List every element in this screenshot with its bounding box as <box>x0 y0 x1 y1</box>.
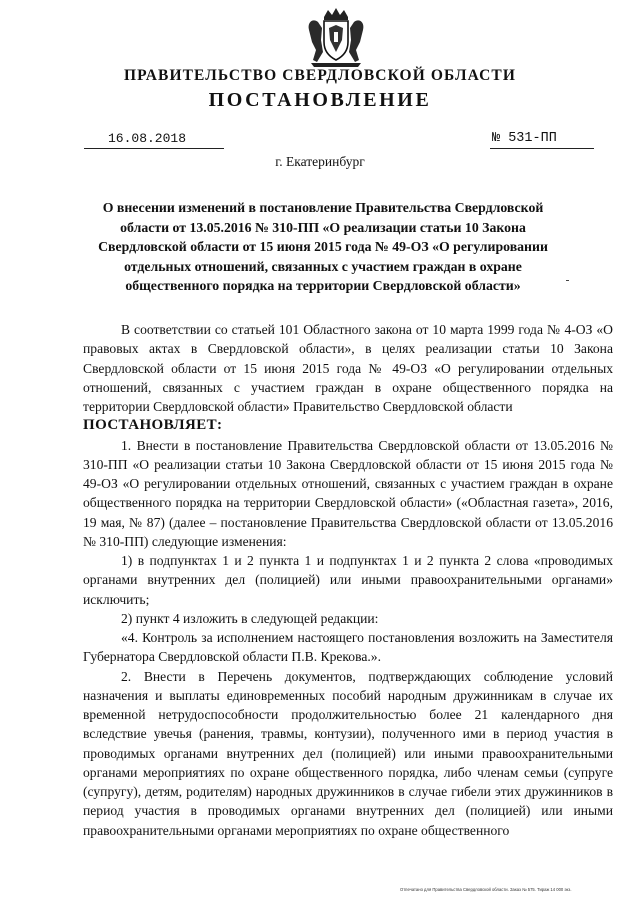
item-1-2-paragraph: 2) пункт 4 изложить в следующей редакции: <box>121 610 379 626</box>
item-1-1-paragraph: 1) в подпунктах 1 и 2 пункта 1 и подпунктах 1 и 2 пункта 2 слова «проводимых органами внутренних дел (полицией) или иными правоохранительными органами» исключить; <box>83 553 613 607</box>
government-name: ПРАВИТЕЛЬСТВО СВЕРДЛОВСКОЙ ОБЛАСТИ <box>123 67 516 84</box>
decree-heading: ПОСТАНОВЛЯЕТ: <box>83 417 223 434</box>
preamble-paragraph: В соответствии со статьей 101 Областного закона от 10 марта 1999 года № 4-ОЗ «О правовых актах в Свердловской области», в целях реализации статьи 10 Закона Свердловской области от 15 июня 2015 года № 49-ОЗ «О регулировании отдельных отношений, связанных с участием граждан в охране общественного порядка на территории Свердловской области» Правительство Свердловской области <box>83 322 613 414</box>
number-underline <box>490 148 594 149</box>
item-1-paragraph: 1. Внести в постановление Правительства Свердловской области от 13.05.2016 № 310-ПП «О реализации статьи 10 Закона Свердловской области от 15 июня 2015 года № 49-ОЗ «О регулировании отдельных отношений, связанных с участием граждан в охране общественного порядка на территории Свердловской области» («Областная газета», 2016, 19 мая, № 87) (далее – постановление Правительства Свердловской области от 13.05.2016 № 310-ПП) следующие изменения: <box>83 437 613 549</box>
item-2-paragraph: 2. Внести в Перечень документов, подтверждающих соблюдение условий назначения и выплаты единовременных пособий народным дружинникам в случае их временной нетрудоспособности продолжительностью более 21 календарного дня вследствие увечья (ранения, травмы, контузии), полученного ими в период участия в проводимых органами внутренних дел (полицией) или иными правоохранительными органами мероприятиях по охране общественного порядка, либо членам семьи (супруге (супругу), детям, родителям) народных дружинников в случае гибели этих дружинников в период участия в проводимых органами внутренних дел (полицией) или иными правоохранительными органами мероприятиях по охране общественного <box>83 668 613 838</box>
title-mark <box>566 280 569 281</box>
document-type: ПОСТАНОВЛЕНИЕ <box>208 89 432 111</box>
coat-of-arms-icon <box>303 6 369 68</box>
print-note: Отпечатано для Правительства Свердловской области. Заказ № 575. Тираж 14 000 экз. <box>400 887 572 892</box>
document-date: 16.08.2018 <box>108 131 187 146</box>
document-body <box>83 320 613 840</box>
item-1-2-quote-paragraph: «4. Контроль за исполнением настоящего постановления возложить на Заместителя Губернатора Свердловской области П.В. Крекова.». <box>83 630 613 665</box>
city: г. Екатеринбург <box>275 154 365 169</box>
document-number: № 531-ПП <box>492 131 557 146</box>
date-underline <box>84 148 224 149</box>
document-title: О внесении изменений в постановление Правительства Свердловской области от 13.05.2016 № 310-ПП «О реализации статьи 10 Закона Свердловской области от 15 июня 2015 года № 49-ОЗ «О регулировании отдельных отношений, связанных с участием граждан в охране общественного порядка на территории Свердловской области» <box>98 200 548 294</box>
